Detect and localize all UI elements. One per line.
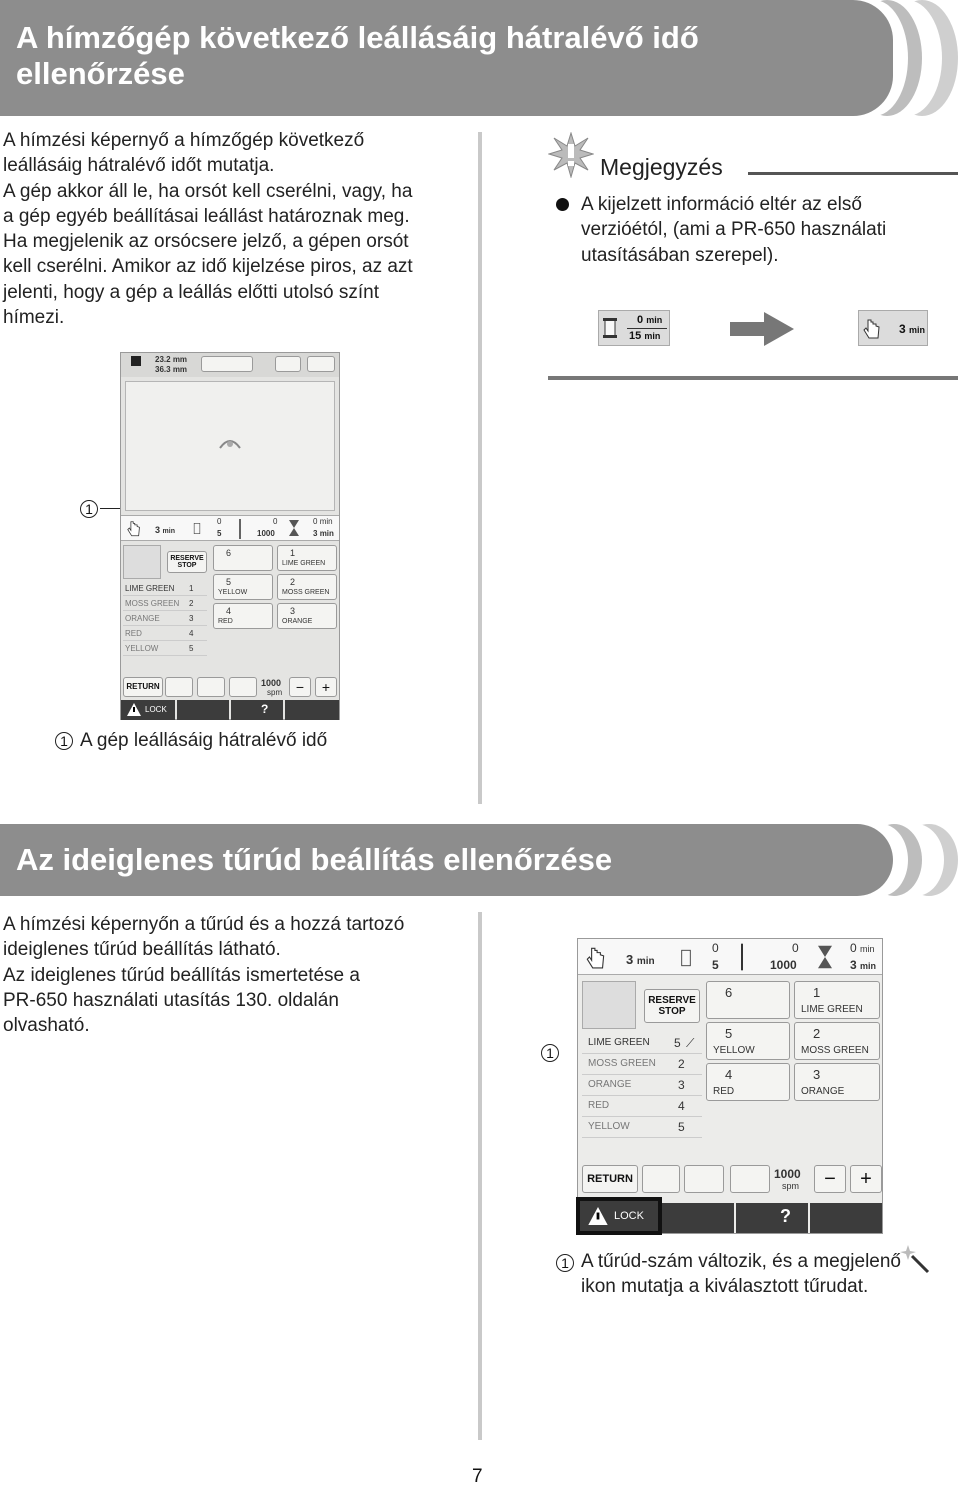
stitch-count-top: 0 [273,517,278,526]
needle-button[interactable]: 2 MOSS GREEN [794,1022,880,1060]
stitch-adjust-button[interactable] [229,677,257,697]
dimension-2: 36.3 mm [155,365,188,374]
note-bullet-text [581,192,956,268]
paragraph-line: kell cserélni. Amikor az idő kijelzése piros, az azt [3,256,413,278]
note-line: utasításában szerepel). [581,244,779,266]
frame-button[interactable] [275,356,301,372]
color-row[interactable]: LIME GREEN 5 ⟋ [582,1033,702,1054]
arrow-right-icon [730,312,794,346]
time-top: 0 min [313,517,333,526]
section2-paragraph [3,912,473,1038]
section1-paragraph [3,128,473,330]
color-row[interactable]: ORANGE 3 [123,611,207,626]
needle-count-top: 0 [217,517,222,526]
needle-button[interactable]: 1 LIME GREEN [794,981,880,1019]
note-line: verzióétól, (ami a PR-650 használati [581,219,887,241]
color-row[interactable]: ORANGE 3 [582,1075,702,1096]
caption-line: A tűrúd-szám változik, és a megjelenő [581,1251,901,1272]
callout-marker: 1 [80,500,98,518]
needle-count-bottom: 5 [712,958,719,972]
paragraph-line: A hímzési képernyőn a tűrúd és a hozzá tartozó [3,914,405,935]
caption: A gép leállásáig hátralévő idő [80,730,328,751]
reserve-stop-button[interactable]: RESERVE STOP [644,989,700,1023]
design-thumbnail [123,545,161,579]
design-thumbnail [582,981,636,1029]
before-divider [627,328,667,329]
remaining-time: 3 min [155,525,175,535]
paragraph-line: hímezi. [3,307,65,329]
wand-icon: ⟋ [686,1036,695,1050]
page-number: 7 [472,1466,483,1487]
hourglass-icon [289,520,299,536]
bobbin-icon [603,317,617,339]
needle-button[interactable]: 3 ORANGE [277,603,337,629]
paragraph-line: Az ideiglenes tűrúd beállítás ismertetése a [3,964,360,986]
needle-button[interactable]: 6 [213,545,273,571]
needle-icon [237,519,243,539]
caption [581,1249,921,1300]
color-list [123,581,207,656]
wand-icon [900,1244,932,1274]
bullet-dot [556,198,569,211]
stitch-adjust-button[interactable] [730,1165,770,1193]
color-row[interactable]: LIME GREEN 1 [123,581,207,596]
needle-position-button[interactable] [810,1203,882,1233]
needle-position-button[interactable] [285,700,339,720]
color-list [582,1033,702,1138]
note-heading: Megjegyzés [600,154,723,180]
note-box [548,132,958,382]
speed-display: 1000 spm [261,678,283,697]
needle-count-bottom: 5 [217,529,222,538]
return-button[interactable]: RETURN [582,1165,638,1193]
column-divider [478,912,482,1440]
needle-button[interactable]: 5 YELLOW [213,574,273,600]
paragraph-line: ideiglenes tűrúd beállítás látható. [3,939,281,961]
note-line: A kijelzett információ eltér az első [581,194,862,215]
bobbin-icon [680,947,692,969]
color-row[interactable]: RED 4 [582,1096,702,1117]
section2-header [0,824,960,896]
needle-icon [738,943,746,971]
hand-icon [127,519,141,537]
needle-button[interactable]: 4 RED [706,1063,790,1101]
hand-icon [863,317,881,339]
bobbin-icon [193,521,201,536]
needle-button[interactable]: 1 LIME GREEN [277,545,337,571]
help-button[interactable]: ? [736,1203,808,1233]
needle-button[interactable]: 5 YELLOW [706,1022,790,1060]
color-row[interactable]: YELLOW 5 [582,1117,702,1138]
section2-title: Az ideiglenes tűrúd beállítás ellenőrzése [16,842,613,877]
title-line: ellenőrzése [16,56,185,91]
design-preview [125,381,335,511]
after-indicator [858,310,928,346]
stitch-count-bottom: 1000 [257,529,275,538]
callout-marker: 1 [556,1254,574,1272]
zoom-buttons[interactable] [201,356,253,372]
callout-marker: 1 [55,732,73,750]
size-icon [131,356,141,366]
paragraph-line: A gép akkor áll le, ha orsót kell cserélni, vagy, ha [3,180,413,202]
note-heading-rule [748,172,958,175]
section1-header [0,0,960,116]
paragraph-line: leállásáig hátralévő időt mutatja. [3,155,275,177]
info-bar [121,515,339,541]
callout-marker: 1 [541,1044,559,1062]
return-button[interactable]: RETURN [123,677,163,697]
embroidery-design-icon [218,434,242,452]
note-bottom-rule [548,376,958,380]
speed-minus-button[interactable]: − [289,677,311,697]
color-row[interactable]: MOSS GREEN 2 [582,1054,702,1075]
time-bottom: 3 min [850,958,877,972]
color-row[interactable]: MOSS GREEN 2 [123,596,207,611]
temp-needle-button[interactable] [684,1165,724,1193]
title-line: A hímzőgép következő leállásáig hátralévő idő [16,20,699,55]
caption-line: ikon mutatja a kiválasztott tűrudat. [581,1276,869,1298]
paragraph-line: A hímzési képernyő a hímzőgép következő [3,130,365,151]
section1-title [16,20,699,92]
time-bottom: 3 min [313,529,334,538]
home-button[interactable] [307,356,335,372]
lock-button[interactable]: LOCK [121,700,175,720]
embroidery-screen [120,352,340,720]
list-button[interactable] [662,1203,734,1233]
dimension-1: 23.2 mm [155,355,188,364]
reserve-stop-button[interactable]: RESERVE STOP [167,551,207,573]
embroidery-screen-zoomed [577,938,883,1234]
paragraph-line: Ha megjelenik az orsócsere jelző, a gépen orsót [3,231,409,253]
before-indicator [598,310,670,346]
needle-button[interactable]: 4 RED [213,603,273,629]
info-bar [578,939,882,975]
speed-display: 1000 spm [774,1167,801,1191]
paragraph-line: PR-650 használati utasítás 130. oldalán [3,989,339,1011]
before-time2: 15 min [629,330,661,342]
before-time1: 0 min [637,314,663,326]
needle-button[interactable]: 3 ORANGE [794,1063,880,1101]
color-row[interactable]: RED 4 [123,626,207,641]
speed-minus-button[interactable]: − [814,1165,846,1193]
list-button[interactable] [177,700,229,720]
warning-icon [588,1207,608,1225]
hand-icon [586,945,606,969]
speed-plus-button[interactable]: + [315,677,337,697]
remaining-time: 3 min [626,952,655,967]
needle-button[interactable]: 6 [706,981,790,1019]
time-top: 0 min [850,941,875,955]
lock-button[interactable]: LOCK [578,1199,660,1233]
speed-plus-button[interactable]: + [850,1165,882,1193]
hourglass-icon [818,945,832,969]
stitch-count-top: 0 [792,941,799,955]
needle-count-top: 0 [712,941,719,955]
stitch-count-bottom: 1000 [770,958,797,972]
needle-mode-button[interactable] [642,1165,680,1193]
help-button[interactable]: ? [231,700,283,720]
paragraph-line: a gép egyéb beállításai leállást határoznak meg. [3,205,410,227]
warning-icon [127,703,141,716]
paragraph-line: jelenti, hogy a gép a leállás előtti utolsó színt [3,281,380,303]
top-bar [121,353,339,377]
note-starburst-icon [548,132,594,178]
color-row[interactable]: YELLOW 5 [123,641,207,656]
after-time: 3 min [899,322,926,336]
column-divider [478,132,482,804]
temp-needle-button[interactable] [197,677,225,697]
needle-mode-button[interactable] [165,677,193,697]
needle-button[interactable]: 2 MOSS GREEN [277,574,337,600]
paragraph-line: olvasható. [3,1015,90,1037]
